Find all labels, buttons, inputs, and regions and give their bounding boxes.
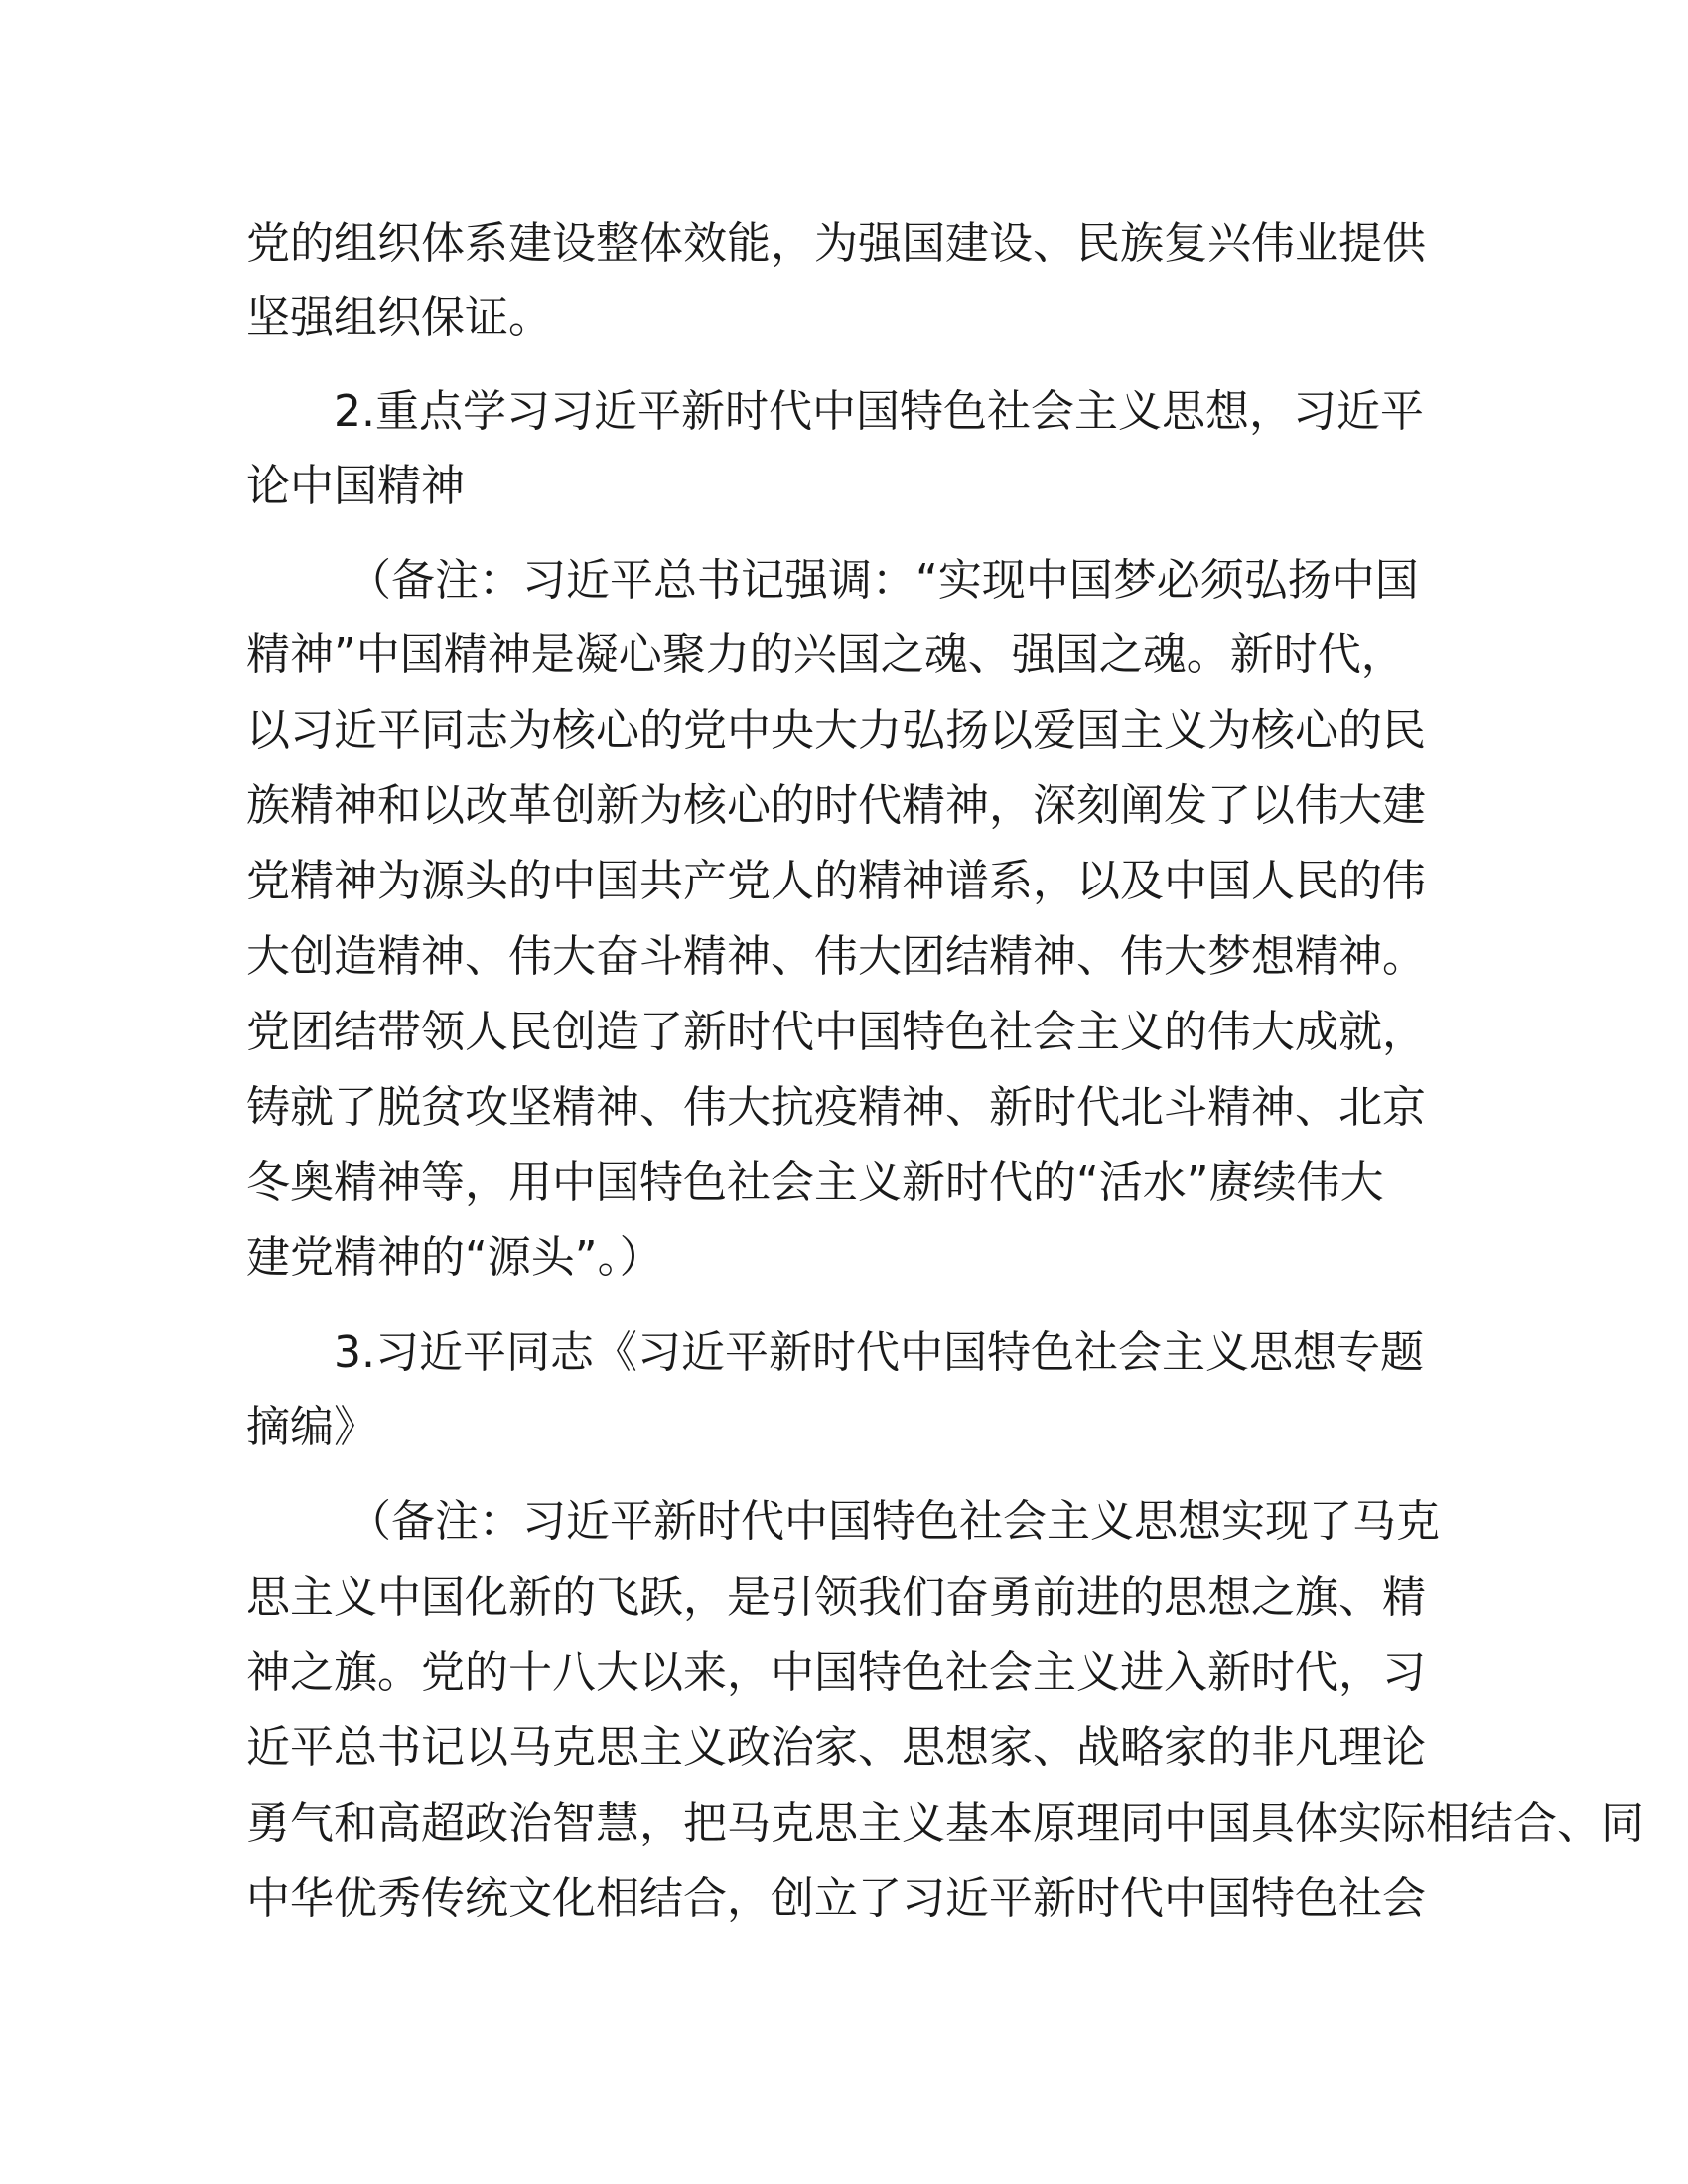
list-item-heading: 论中国精神 <box>246 461 465 511</box>
body-text-line: 党的组织体系建设整体效能，为强国建设、民族复兴伟业提供 <box>246 218 1426 269</box>
note-text-line: 近平总书记以马克思主义政治家、思想家、战略家的非凡理论 <box>246 1722 1426 1773</box>
note-text-line: 大创造精神、伟大奋斗精神、伟大团结精神、伟大梦想精神。 <box>246 931 1426 982</box>
note-text-line: （备注：习近平新时代中国特色社会主义思想实现了马克 <box>348 1496 1440 1547</box>
note-text-line: 铸就了脱贫攻坚精神、伟大抗疫精神、新时代北斗精神、北京 <box>246 1082 1426 1133</box>
note-text-line: 族精神和以改革创新为核心的时代精神，深刻阐发了以伟大建 <box>246 780 1426 831</box>
list-item-heading: 2.重点学习习近平新时代中国特色社会主义思想，习近平 <box>334 386 1424 437</box>
note-text-line: 冬奥精神等，用中国特色社会主义新时代的“活水”赓续伟大 <box>246 1158 1384 1208</box>
note-text-line: 党精神为源头的中国共产党人的精神谱系，以及中国人民的伟 <box>246 856 1426 906</box>
list-item-heading: 3.习近平同志《习近平新时代中国特色社会主义思想专题 <box>334 1327 1424 1378</box>
note-text-line: 精神”中国精神是凝心聚力的兴国之魂、强国之魂。新时代， <box>246 629 1405 680</box>
note-text-line: （备注：习近平总书记强调：“实现中国梦必须弘扬中国 <box>348 555 1419 606</box>
note-text-line: 勇气和高超政治智慧，把马克思主义基本原理同中国具体实际相结合、同 <box>246 1798 1644 1848</box>
note-text-line: 以习近平同志为核心的党中央大力弘扬以爱国主义为核心的民 <box>246 705 1426 755</box>
list-item-heading: 摘编》 <box>246 1402 377 1452</box>
note-text-line: 中华优秀传统文化相结合，创立了习近平新时代中国特色社会 <box>246 1873 1426 1924</box>
note-text-line: 思主义中国化新的飞跃，是引领我们奋勇前进的思想之旗、精 <box>246 1572 1426 1623</box>
note-text-line: 党团结带领人民创造了新时代中国特色社会主义的伟大成就， <box>246 1007 1426 1057</box>
note-text-line: 神之旗。党的十八大以来，中国特色社会主义进入新时代，习 <box>246 1647 1426 1698</box>
note-text-line: 建党精神的“源头”。） <box>246 1232 663 1283</box>
body-text-line: 坚强组织保证。 <box>246 292 552 342</box>
